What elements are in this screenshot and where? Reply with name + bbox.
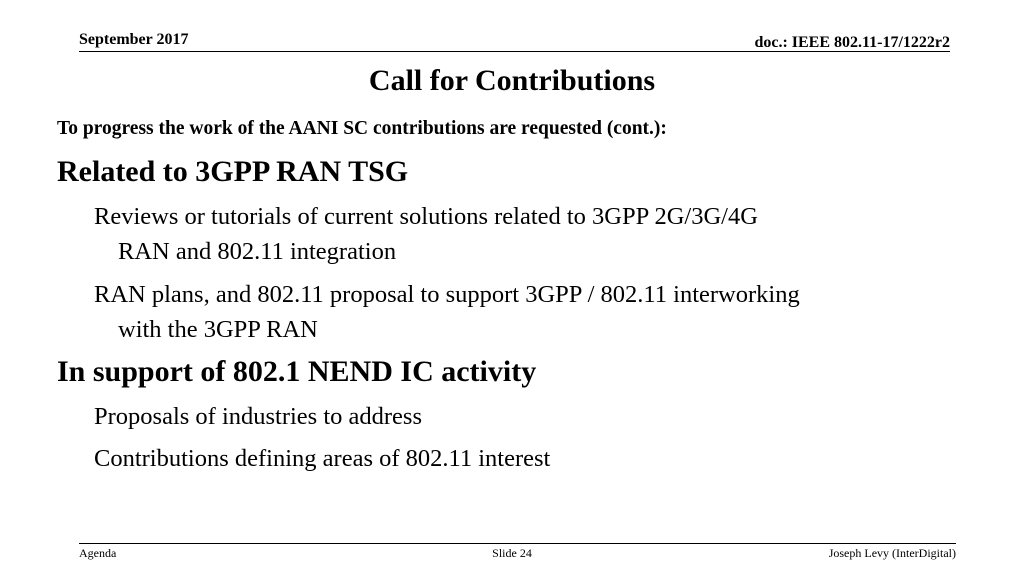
footer-divider xyxy=(79,543,956,544)
bullet-line: Reviews or tutorials of current solutions related to 3GPP 2G/3G/4G xyxy=(94,203,758,230)
slide-title: Call for Contributions xyxy=(368,64,656,97)
bullet-ran-plans xyxy=(94,277,800,347)
bullet-line: RAN plans, and 802.11 proposal to support 3GPP / 802.11 interworking xyxy=(94,281,800,308)
footer-author: Joseph Levy (InterDigital) xyxy=(828,546,956,560)
header-divider xyxy=(79,51,950,52)
header-doc-id: doc.: IEEE 802.11-17/1222r2 xyxy=(754,34,950,51)
footer-slide-number: Slide 24 xyxy=(492,546,532,560)
bullet-line-continuation: with the 3GPP RAN xyxy=(118,316,318,343)
bullet-reviews-tutorials xyxy=(94,199,758,269)
footer-left: Agenda xyxy=(79,546,117,560)
bullet-proposals xyxy=(94,399,422,434)
intro-text: To progress the work of the AANI SC contributions are requested (cont.): xyxy=(57,118,667,139)
bullet-line: Contributions defining areas of 802.11 interest xyxy=(94,445,551,472)
bullet-line: Proposals of industries to address xyxy=(94,403,422,430)
header-date: September 2017 xyxy=(79,31,189,48)
bullet-line-continuation: RAN and 802.11 integration xyxy=(118,238,397,265)
section-heading-3gpp-ran: Related to 3GPP RAN TSG xyxy=(57,155,409,188)
section-heading-nend-ic: In support of 802.1 NEND IC activity xyxy=(57,355,537,388)
bullet-contributions xyxy=(94,441,550,476)
